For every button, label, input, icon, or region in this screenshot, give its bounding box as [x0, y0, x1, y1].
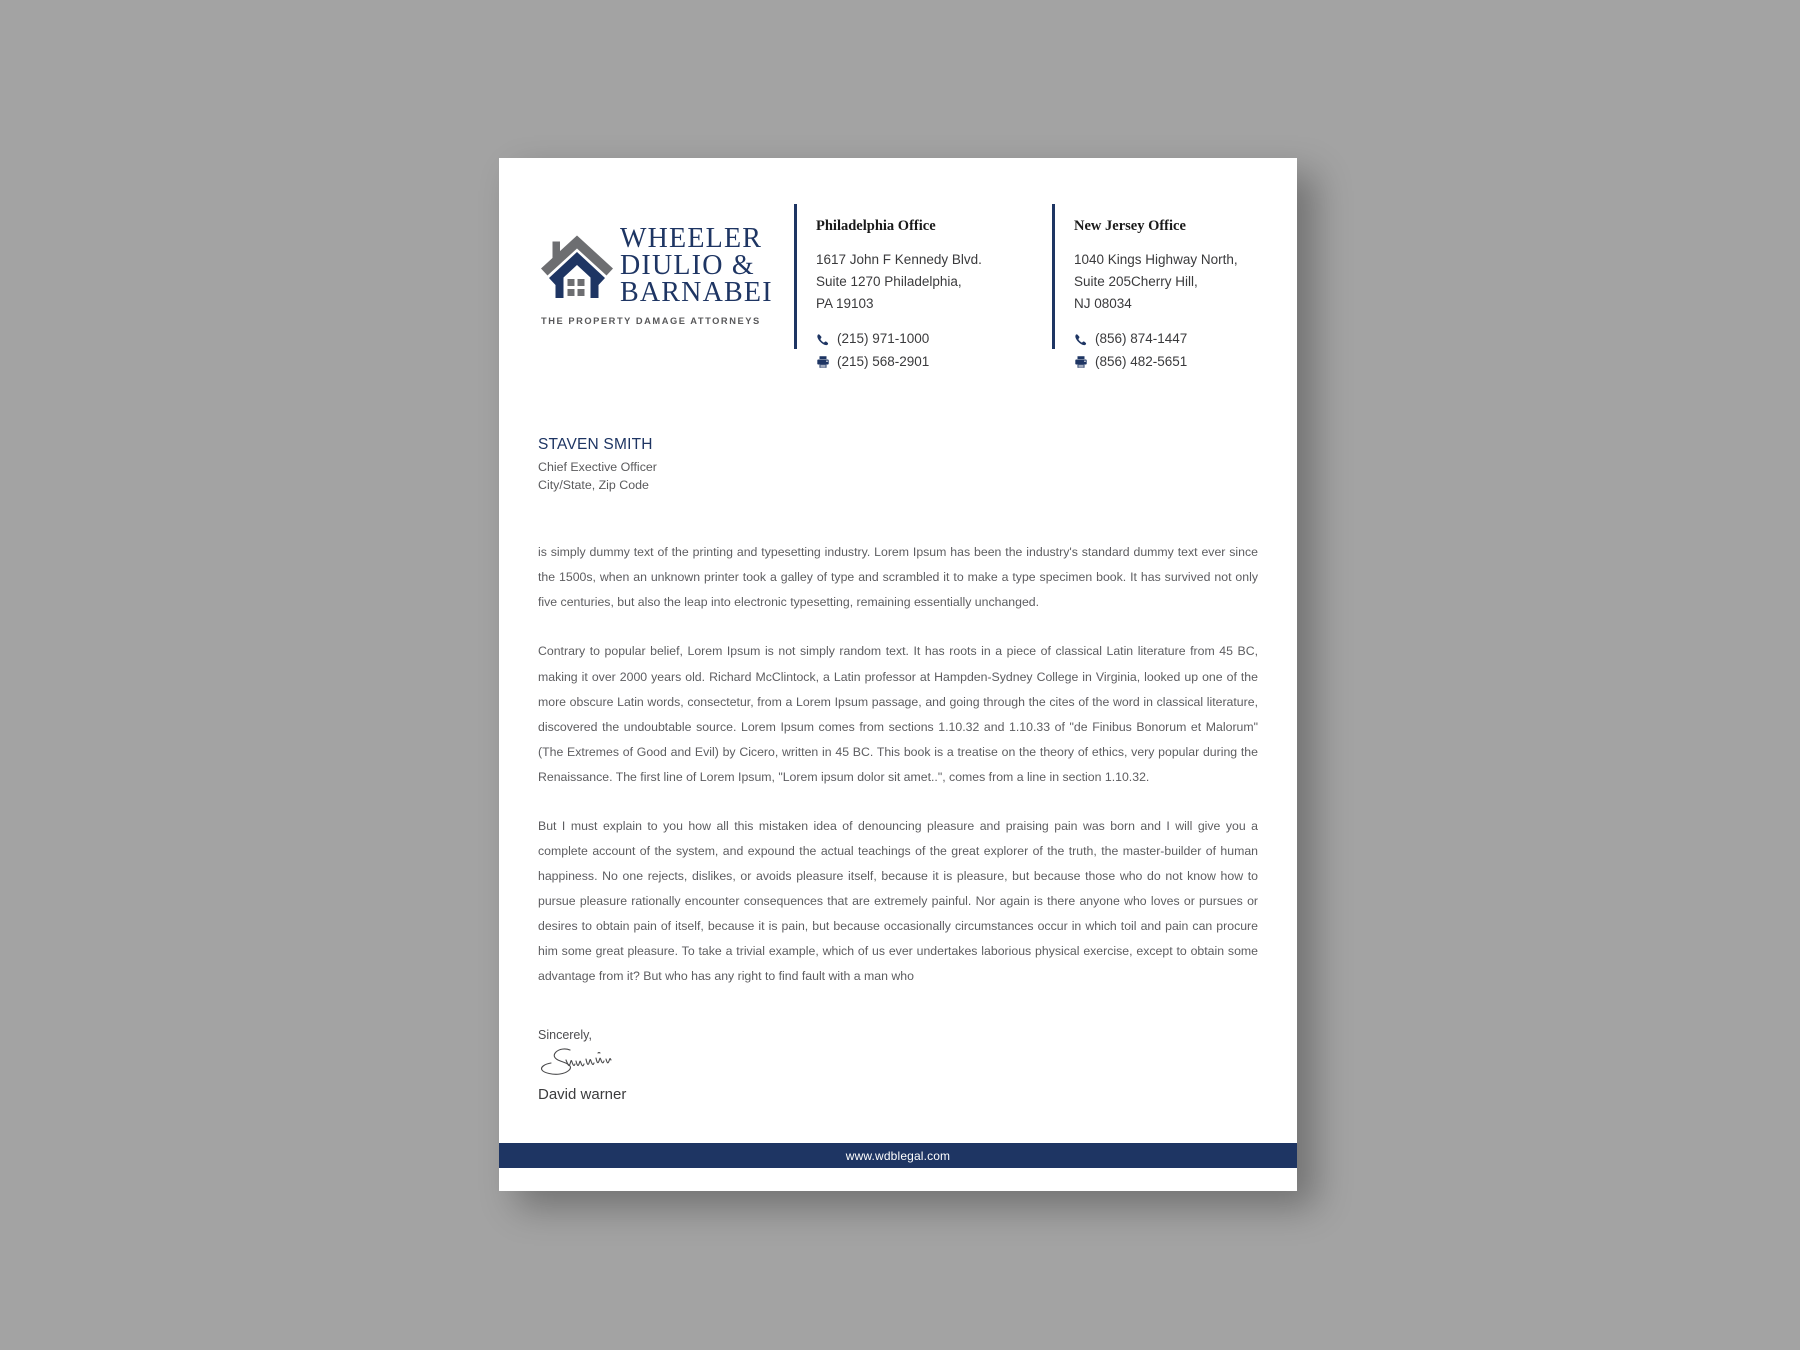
body-paragraph-1: is simply dummy text of the printing and typesetting industry. Lorem Ipsum has been the industry's standard dummy text ever since the 1500s, when an unknown printer took a galley of type and scrambled it to make a type specimen book. It has survived not only five centuries, but also the leap into electronic typesetting, remaining essentially unchanged. — [538, 545, 1258, 610]
letter-content — [538, 436, 1258, 1103]
logo-tagline: THE PROPERTY DAMAGE ATTORNEYS — [541, 315, 761, 326]
office-phone-number: (856) 874-1447 — [1095, 331, 1188, 347]
signer-name: David warner — [538, 1086, 627, 1104]
office-fax[interactable] — [816, 352, 1026, 373]
office-address-line-2: Suite 205Cherry Hill, — [1074, 274, 1198, 290]
office-phone-number: (215) 971-1000 — [837, 331, 930, 347]
office-address-line-1: 1040 Kings Highway North, — [1074, 252, 1238, 267]
office-title: New Jersey Office — [1074, 218, 1186, 234]
office-address-line-3: NJ 08034 — [1074, 296, 1132, 312]
logo-row — [538, 223, 773, 308]
body-paragraph-3: But I must explain to you how all this mistaken idea of denouncing pleasure and praising pain was born and I will give you a complete account of the system, and expound the actual teachings of the great explorer of the truth, the master-builder of human happiness. No one rejects, dislikes, or avoids pleasure itself, because it is pleasure, but because those who do not know how to pursue pleasure rationally encounter consequences that are extremely painful. Nor again is there anyone who loves or pursues or desires to obtain pain of itself, because it is pain, but because occasionally circumstances occur in which toil and pain can procure him some great pleasure. To take a trivial example, which of us ever undertakes laborious physical exercise, except to obtain some advantage from it? But who has any right to find fault with a man who — [538, 818, 1258, 984]
office-address-line-3: PA 19103 — [816, 296, 874, 312]
house-roof-icon — [538, 232, 616, 300]
office-phone[interactable] — [1074, 329, 1289, 350]
office-address — [816, 249, 1026, 315]
recipient-location: City/State, Zip Code — [538, 477, 649, 492]
office-fax-number: (856) 482-5651 — [1095, 353, 1188, 369]
phone-icon — [1074, 333, 1088, 347]
logo-line-1: WHEELER — [620, 223, 763, 254]
letterhead-page — [499, 158, 1297, 1191]
office-address-line-2: Suite 1270 Philadelphia, — [816, 274, 962, 290]
footer-website-url[interactable]: www.wdblegal.com — [845, 1148, 951, 1163]
letter-body — [538, 540, 1258, 989]
office-block-new-jersey — [1052, 204, 1289, 374]
logo-line-2: DIULIO & — [620, 249, 755, 281]
office-address-line-1: 1617 John F Kennedy Blvd. — [816, 252, 982, 267]
phone-icon — [816, 333, 830, 347]
recipient-block — [538, 436, 1258, 494]
office-title: Philadelphia Office — [816, 218, 936, 234]
fax-printer-icon — [1074, 355, 1088, 369]
office-fax[interactable] — [1074, 352, 1289, 373]
logo-line-3: BARNABEI — [620, 276, 773, 308]
recipient-name: STAVEN SMITH — [538, 436, 653, 453]
office-phone[interactable] — [816, 329, 1026, 350]
handwritten-signature-icon — [540, 1046, 632, 1080]
signoff-block — [538, 1028, 1258, 1103]
body-paragraph-2: Contrary to popular belief, Lorem Ipsum is not simply random text. It has roots in a piece of classical Latin literature from 45 BC, making it over 2000 years old. Richard McClintock, a Latin professor at Hampden-Sydney College in Virginia, looked up one of the more obscure Latin words, consectetur, from a Lorem Ipsum passage, and going through the cites of the word in classical literature, discovered the undoubtable source. Lorem Ipsum comes from sections 1.10.32 and 1.10.33 of "de Finibus Bonorum et Malorum" (The Extremes of Good and Evil) by Cicero, written in 45 BC. This book is a treatise on the theory of ethics, very popular during the Renaissance. The first line of Lorem Ipsum, "Lorem ipsum dolor sit amet..", comes from a line in section 1.10.32. — [538, 644, 1258, 784]
logo-wordmark — [620, 223, 773, 308]
office-block-philadelphia — [794, 204, 1026, 374]
letterhead-header — [499, 204, 1297, 369]
fax-printer-icon — [816, 355, 830, 369]
footer-bar — [499, 1143, 1297, 1168]
office-address — [1074, 249, 1289, 315]
office-fax-number: (215) 568-2901 — [837, 353, 930, 369]
closing-salutation: Sincerely, — [538, 1028, 592, 1043]
recipient-title: Chief Exective Officer — [538, 460, 657, 474]
company-logo — [538, 204, 773, 326]
